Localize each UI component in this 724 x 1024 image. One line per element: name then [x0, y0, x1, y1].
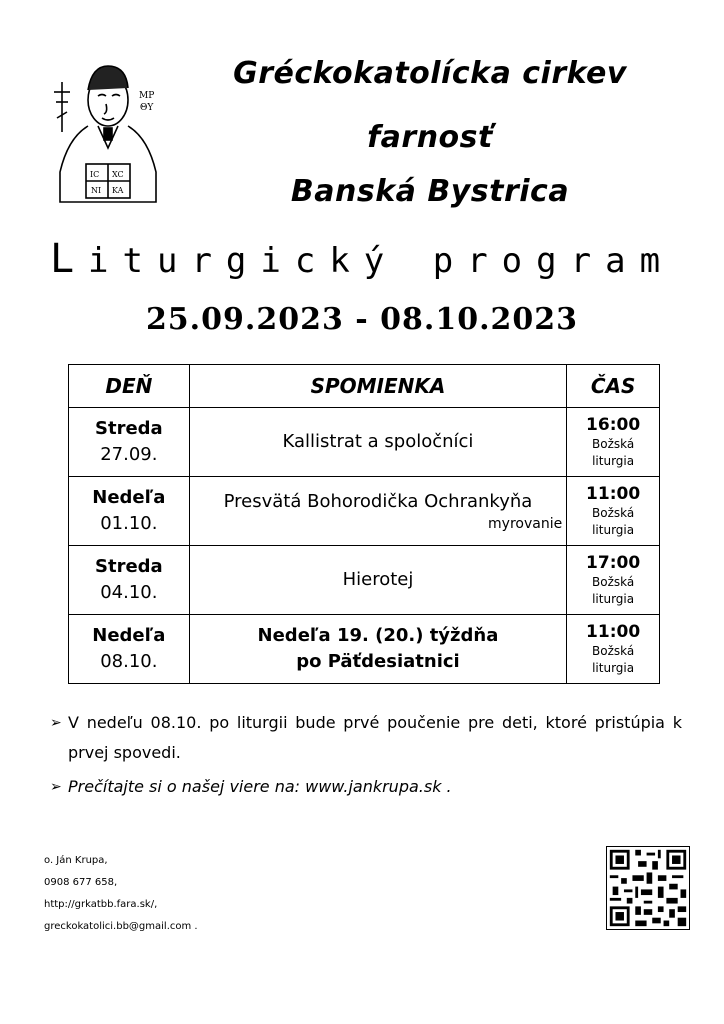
portrait-label-ni: NI	[91, 186, 102, 195]
memorial-text: Hierotej	[342, 569, 414, 590]
contact-block	[44, 850, 198, 938]
time-value: 16:00	[586, 415, 641, 435]
time-cell	[567, 546, 660, 615]
priest-portrait-icon	[48, 52, 168, 212]
header-time: ČAS	[567, 365, 660, 408]
portrait-label-ka: KA	[112, 186, 124, 195]
service-type-2: liturgia	[592, 523, 635, 537]
date-range: 25.09.2023 - 08.10.2023	[145, 302, 579, 337]
service-type-2: liturgia	[592, 454, 635, 468]
time-value: 11:00	[586, 484, 641, 504]
program-title-initial: L	[49, 236, 89, 282]
table-row	[69, 546, 660, 615]
time-cell	[567, 477, 660, 546]
service-type-2: liturgia	[592, 661, 635, 675]
church-title: Gréckokatolícka cirkev	[233, 56, 627, 91]
day-cell	[69, 408, 190, 477]
city-title: Banská Bystrica	[290, 174, 570, 209]
day-cell	[69, 477, 190, 546]
day-name: Nedeľa	[92, 487, 166, 508]
list-item	[50, 772, 682, 802]
memorial-cell	[189, 615, 567, 684]
service-type-1: Božská	[592, 437, 635, 451]
arrow-bullet-icon: ➢	[50, 715, 62, 731]
arrow-bullet-icon: ➢	[50, 779, 62, 795]
day-date: 04.10.	[100, 582, 158, 603]
notes-list	[50, 708, 682, 802]
contact-name: o. Ján Krupa,	[44, 855, 108, 866]
table-row	[69, 477, 660, 546]
program-title	[0, 236, 724, 282]
day-cell	[69, 615, 190, 684]
contact-web: http://grkatbb.fara.sk/,	[44, 899, 158, 910]
memorial-cell	[189, 546, 567, 615]
table-row	[69, 408, 660, 477]
memorial-text: Kallistrat a spoločníci	[282, 431, 474, 452]
schedule-table	[68, 364, 660, 684]
day-name: Streda	[95, 418, 163, 439]
memorial-cell	[189, 408, 567, 477]
portrait-label-ic: IC	[90, 170, 100, 179]
day-date: 01.10.	[100, 513, 158, 534]
day-name: Nedeľa	[92, 625, 166, 646]
memorial-text-line2: po Päťdesiatnici	[296, 651, 460, 672]
memorial-cell	[189, 477, 567, 546]
service-type-1: Božská	[592, 506, 635, 520]
portrait-label-oy: ΘY	[140, 103, 154, 113]
list-item	[50, 708, 682, 768]
header-memorial: SPOMIENKA	[189, 365, 567, 408]
table-header-row	[69, 365, 660, 408]
portrait-label-mp: MP	[139, 91, 155, 101]
time-cell	[567, 615, 660, 684]
day-name: Streda	[95, 556, 163, 577]
memorial-text: Presvätá Bohorodička Ochrankyňa	[223, 491, 533, 512]
memorial-note: myrovanie	[488, 516, 563, 532]
note-text: V nedeľu 08.10. po liturgii bude prvé poučenie pre deti, ktoré pristúpia k prvej spovedi.	[68, 713, 682, 762]
day-cell	[69, 546, 190, 615]
contact-email: greckokatolici.bb@gmail.com .	[44, 921, 198, 932]
time-value: 11:00	[586, 622, 641, 642]
program-title-rest: iturgický program	[88, 241, 675, 281]
service-type-1: Božská	[592, 644, 635, 658]
parish-title: farnosť	[367, 120, 493, 155]
portrait-label-xc: XC	[112, 170, 124, 179]
service-type-1: Božská	[592, 575, 635, 589]
day-date: 08.10.	[100, 651, 158, 672]
service-type-2: liturgia	[592, 592, 635, 606]
note-text: Prečítajte si o našej viere na: www.jankrupa.sk .	[68, 777, 452, 796]
qr-code-icon	[606, 846, 690, 930]
table-row	[69, 615, 660, 684]
header-day: DEŇ	[69, 365, 190, 408]
contact-phone: 0908 677 658,	[44, 877, 118, 888]
time-value: 17:00	[586, 553, 641, 573]
time-cell	[567, 408, 660, 477]
day-date: 27.09.	[100, 444, 158, 465]
memorial-text: Nedeľa 19. (20.) týždňa	[257, 625, 499, 646]
